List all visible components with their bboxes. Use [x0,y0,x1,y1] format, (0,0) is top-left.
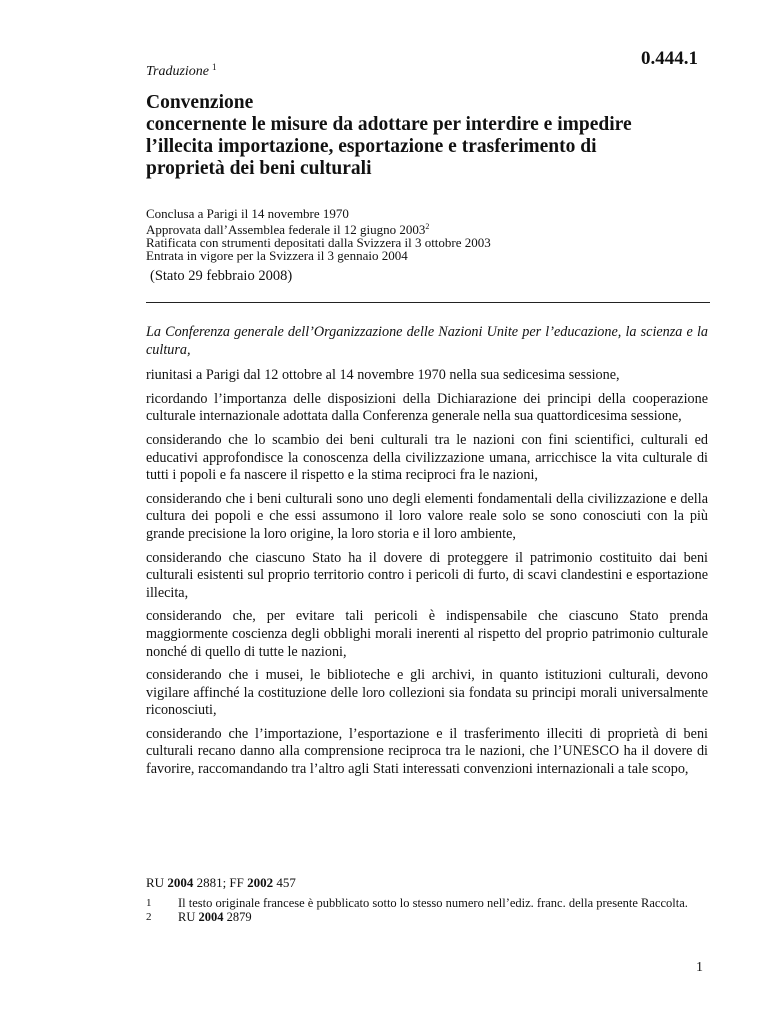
meta-approved-line [146,220,706,236]
document-metadata [146,207,706,262]
footnote-number: 2 [146,911,152,923]
translation-label: Traduzione [146,64,210,79]
document-title [146,92,726,180]
ff-page: 457 [276,875,296,890]
preamble-paragraph: considerando che, per evitare tali pericoli è indispensabile che ciascuno Stato prenda maggiormente coscienza degli obblighi morali inerenti al rispetto del proprio patrimonio culturale nonché di quello di tutte le nazioni, [146,608,708,660]
fn2-year: 2004 [198,910,224,924]
meta-approved: Approvata dall’Assemblea federale il 12 giugno 2003 [146,222,426,237]
translation-note [146,62,217,80]
footnote-text [178,911,706,924]
preamble-paragraph: considerando che ciascuno Stato ha il dovere di proteggere il patrimonio costituito dai beni culturali esistenti sul proprio territorio contro i pericoli di furto, di scavi clandestini e esportazione illecita, [146,549,708,601]
title-line-1: Convenzione [146,92,254,113]
sr-number: 0.444.1 [641,48,698,69]
fn2-prefix: RU [178,910,196,924]
preamble-paragraph: riunitasi a Parigi dal 12 ottobre al 14 novembre 1970 nella sua sedicesima sessione, [146,367,620,384]
publication-reference [146,876,706,889]
footnote-ref-1[interactable]: 1 [212,62,217,72]
footnote-1 [146,897,706,910]
title-line-4: proprietà dei beni culturali [146,158,372,179]
status-date: (Stato 29 febbraio 2008) [150,268,293,284]
preamble-paragraph: ricordando l’importanza delle disposizioni della Dichiarazione dei principi della cooperazione culturale internazionale adottata dalla Conferenza generale nella sua quattordicesima sessione, [146,390,708,425]
page-number: 1 [696,960,703,975]
ff-year: 2002 [247,875,274,890]
ru-page: 2881; FF [196,875,244,890]
preamble-paragraph: considerando che lo scambio dei beni culturali tra le nazioni con fini scientifici, culturali ed educativi approfondisce la conoscenza della civilizzazione umana, arricchisce la vita culturale di tutti i popoli e fa nascere il rispetto e la stima reciproci fra le nazioni, [146,431,708,484]
footnotes [146,876,706,925]
fn2-page: 2879 [226,910,252,924]
preamble-intro: La Conferenza generale dell’Organizzazione delle Nazioni Unite per l’educazione, la scienza e la cultura, [146,324,708,358]
divider [146,302,710,303]
meta-entry-into-force: Entrata in vigore per la Svizzera il 3 gennaio 2004 [146,248,408,263]
ru-prefix: RU [146,875,165,890]
preamble-paragraph: considerando che i musei, le biblioteche e gli archivi, in quanto istituzioni culturali, devono vigilare affinché la costituzione delle loro collezioni sia fondata su principi morali universalmente riconosciuti, [146,667,708,719]
meta-concluded: Conclusa a Parigi il 14 novembre 1970 [146,206,349,221]
preamble-paragraph: considerando che i beni culturali sono uno degli elementi fondamentali della civilizzazione e della cultura dei popoli e che essi assumono il loro valore reale solo se sono conosciuti con la più grande precisione la loro origine, la loro storia e il loro ambiente, [146,490,708,542]
footnote-ref-2[interactable]: 2 [425,222,430,231]
preamble [146,324,708,785]
meta-ratified: Ratificata con strumenti depositati dalla Svizzera il 3 ottobre 2003 [146,235,491,250]
title-line-3: l’illecita importazione, esportazione e trasferimento di [146,136,597,157]
footnote-text: Il testo originale francese è pubblicato sotto lo stesso numero nell’ediz. franc. della presente Raccolta. [178,896,688,910]
title-line-2: concernente le misure da adottare per interdire e impedire [146,114,632,135]
footnote-2 [146,911,706,924]
footnote-number: 1 [146,897,152,909]
ru-year: 2004 [167,875,194,890]
preamble-paragraph: considerando che l’importazione, l’esportazione e il trasferimento illeciti di proprietà di beni culturali recano danno alla comprensione reciproca tra le nazioni, che l’UNESCO ha il dovere di favorire, raccomandando tra l’altro agli Stati interessati convenzioni internazionali a tale scopo, [146,725,708,778]
